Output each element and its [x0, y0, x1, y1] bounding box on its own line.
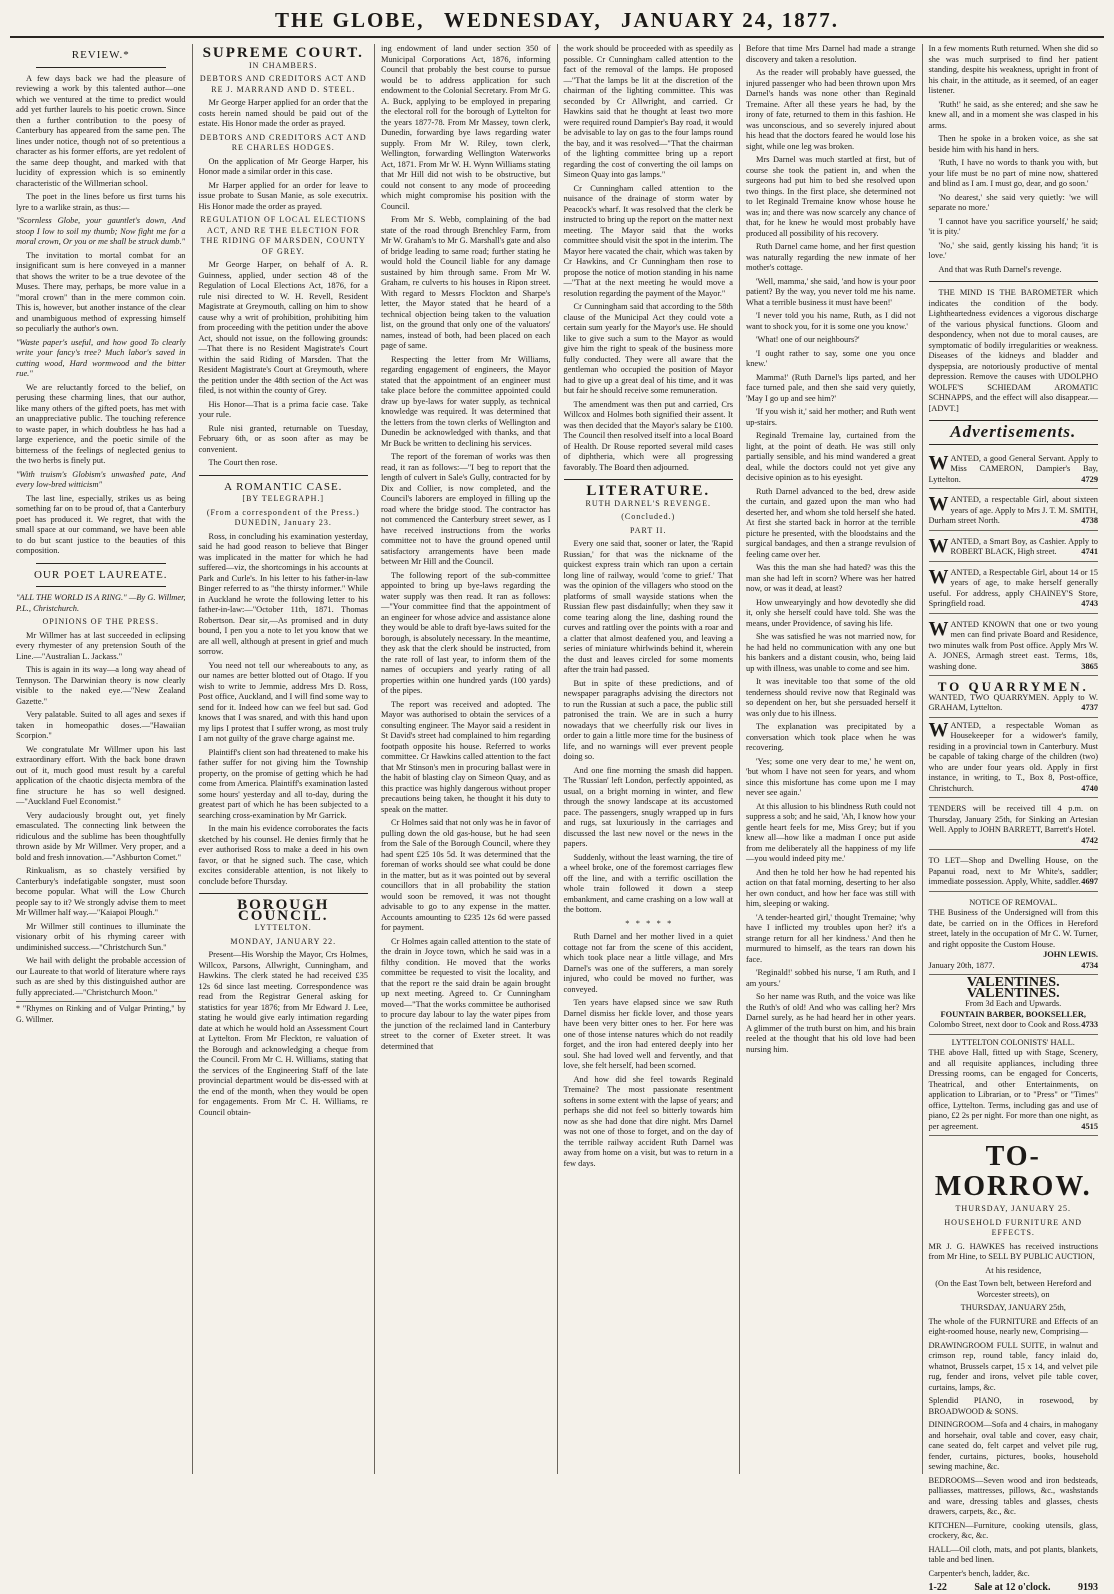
council-paragraph: Respecting the letter from Mr Williams, regarding engagement of engineers, the Mayor stated that the appointment of an engineer must take place before the committee appointed could draw up bye-laws for water supply, as technical knowledge was required. It was determined that the letters from the town clerks of Wellington and Dunedin be acknowledged with thanks, and that Mr Buck be written to declining his services.: [381, 354, 551, 448]
council-paragraph: From Mr S. Webb, complaining of the bad state of the road through Brenchley Farm, from Mr W. Graham's to Mr G. Marshall's gate and also of bridge leading to same road; further stating he would hold the Council liable for any damage sustained by him through same. From Mr W. Graham, re culverts to his houses in Ripon street. With regard to Messrs Flockton and Sharpe's letter, the Mayor stated that he heard of a technical objection being taken to the valuation list, on the ground that only one of the valuators' names, instead of both, had been placed on each page of same.: [381, 215, 551, 350]
story-paragraph: And one fine morning the smash did happen. The 'Russian' left London, perfectly appointed, as usual, on a bright morning in winter, and flew through the snowy landscape at its accustomed pace. The passengers, snugly wrapped up in furs and rugs, sat luxuriously in the carriages and discussed the last new novel or the news in the papers.: [563, 765, 733, 848]
review-paragraph: We are reluctantly forced to the belief, on perusing these charming lines, that our author, like many others of the gifted poets, has met with an unappreciative public. The touching reference to waste paper, in which doubtless he has had a large experience, and the poetic simile of the bitterness of the feelings of neglected genius to the two herbs is finely put.: [16, 382, 186, 465]
council-paragraph: Cr Cunningham said that according to the 58th clause of the Municipal Act they could vote a certain sum yearly for the Mayor's use. He should like to give such a sum to the Mayor as would give him the right to speak of the business more fully conducted. They were all aware that the gentleman who occupied the position of Mayor had to give up a great deal of his time, and it was but fair he should receive some remuneration.: [563, 302, 733, 395]
story-paragraph: 'If you wish it,' said her mother; and Ruth went up-stairs.: [746, 407, 916, 427]
review-paragraph: The invitation to mortal combat for an insignificant sum is here conveyed in a manner that shows the writer to be a true devotee of the Muses. There may, perhaps, be more value in a "moral crown" than in the mere common coin. This is, however, but another instance of the clear and unambiguous method of expressing himself so peculiarly the author's own.: [16, 250, 186, 333]
court-paragraph: His Honor—That is a prima facie case. Take your rule.: [198, 399, 368, 419]
story-paragraph: Ten years have elapsed since we saw Ruth Darnel dismiss her fickle lover, and those years have been very bitter ones to her. For here was one of those intense natures which do not readily forget, and the iron had entered deeply into her soul. She had loved well and fervently, and that love, she felt herself, had been scorned.: [563, 998, 733, 1070]
press-opinion: Very audaciously brought out, yet finely emasculated. The connecting link between the ridiculous and the sublime has been thoughtfully thrown aside by Mr Willmer. Very proper, and a bold and fresh innovation.—"Ashburton Comet.": [16, 810, 186, 862]
review-poem: "With truism's Globism's unwashed pate, And every low-bred witticism": [16, 469, 186, 489]
auction-footer: 1-22 Sale at 12 o'clock. 9193: [928, 1582, 1098, 1593]
story-paragraph: The explanation was precipitated by a conversation which took place when he was recovering.: [746, 722, 916, 752]
story-paragraph: 'Ruth, I have no words to thank you with, but your life must be no part of mine now, shattered and blind as I am. I must go, dear, and go soon.': [928, 158, 1098, 188]
classified-ad: TO QUARRYMEN. WANTED, TWO QUARRYMEN. Apply to W. GRAHAM, Lyttelton. 4737: [929, 679, 1099, 718]
press-opinion: Very palatable. Suited to all ages and sexes if taken in homeopathic doses.—"Hawaiian Scorpion.": [16, 710, 186, 740]
laureate-verse-title: "ALL THE WORLD IS A RING." —By G. Willmer, P.L., Christchurch.: [16, 593, 186, 613]
opinions-subheading: OPINIONS OF THE PRESS.: [42, 617, 160, 626]
removal-heading: NOTICE OF REMOVAL.: [969, 897, 1058, 907]
press-opinion: Rinkualism, as so chastely versified by Canterbury's indefatigable songster, must soon become popular. What will the Low Church people say to it? We strongly advise them to meet Mr Willmer half way.—"Kaiapoi Plough.": [16, 866, 186, 917]
story-paragraph: Reginald Tremaine lay, curtained from the light, at the point of death. He was still only partially sensible, and his mind wandered a great deal, while the doctors could not yet give any decisive opinion as to his eyesight.: [746, 431, 916, 482]
court-paragraph: On the application of Mr George Harper, his Honor made a similar order in this case.: [198, 156, 368, 176]
press-opinion: Mr Willmer still continues to illuminate the visionary orbit of his rhyming career with undiminished success.—"Christchurch Sun.": [16, 921, 186, 952]
lyttelton-subheading: LYTTELTON.: [254, 923, 312, 932]
correspondent-line: (From a correspondent of the Press.) DUNEDIN, January 23.: [206, 507, 360, 527]
council-paragraph: the work should be proceeded with as speedily as possible. Cr Cunningham called attention to the fact of the removal of the lamps. He proposed—"That the lamps be lit at the discretion of the chairman of the lighting committee. This was seconded by Cr Allwright, and carried. Cr Hawkins said that he thought at least two more were required round Dampier's Bay road, it would be advisable to lay on gas to the four lamps round the bay, and it was resolved—"That the chairman of the lighting committee bring up a report regarding the cost of converting the oil lamps on Simeon Quay into gas lamps.": [563, 44, 733, 179]
romantic-case-heading: A ROMANTIC CASE.: [224, 480, 343, 493]
court-paragraph: Mr Harper applied for an order for leave to issue probate to Susan Manie, as sole executrix. His Honor made the order as prayed.: [198, 180, 368, 211]
story-paragraph: 'Ruth!' he said, as she entered; and she saw he knew all, and in a moment she was clasped in his arms.: [928, 99, 1098, 130]
story-paragraph: 'I ought rather to say, some one you once knew.': [746, 348, 916, 368]
court-paragraph: Rule nisi granted, returnable on Tuesday, February 6th, or as soon after as may be convenient.: [198, 423, 368, 454]
schnapps-advert: THE MIND IS THE BAROMETER which indicates the condition of the body. Lightheartedness evidences a vigorous discharge of the various physical functions. Gloom and despondency, when not due to moral causes, are symptomatic of bodily irregularities or weakness. Diseases of the kidneys and bladder and dyspepsia, are notoriously productive of mental depression. Remove the causes with UDOLPHO WOLFE'S SCHIEDAM AROMATIC SCHNAPPS, and the effect will also disappear.—[ADVT.]: [928, 288, 1098, 413]
court-paragraph: Mr George Harper applied for an order that the costs herein named should be paid out of the estate. His Honor made the order as prayed.: [198, 98, 368, 128]
case-subheading: REGULATION OF LOCAL ELECTIONS ACT, AND RE THE ELECTION FOR THE RIDING OF MARSDEN, COUNTY OF GREY.: [200, 215, 367, 256]
column-3: [375, 44, 558, 1474]
story-paragraph: It was inevitable too that some of the old tenderness should revive now that Reginald was so dependent on her, but she persuaded herself it was only due to his illness.: [746, 677, 916, 718]
column-1: [10, 44, 193, 1474]
council-paragraph: The report of the foreman of works was then read, it ran as follows:—"I beg to report that the length of culvert in Sale's Gully, contracted for by Dix and Collier, is now completed, and the Council's laborers are employed in filling up the road where the bridge stood. The contractor has not commenced the Canterbury street sewer, as I have received instructions from the works committee not to have the ground opened until satisfactory arrangements have been made between Mr Hill and the Council.: [381, 452, 551, 566]
masthead-weekday: WEDNESDAY,: [443, 8, 602, 32]
story-paragraph: And that was Ruth Darnel's revenge.: [938, 264, 1062, 274]
classified-ad: WANTED, a good General Servant. Apply to Miss CAMERON, Dampier's Bay, Lyttelton. 4729: [929, 451, 1099, 490]
story-paragraph: But in spite of these predictions, and of newspaper paragraphs advising the directors not to run the Russian at such a pace, the public still patronised the train. We are in such a hurry nowadays that we cheerfully risk our lives in order to gain a little more time for the business of life, and no warnings will ever prevent people doing so.: [563, 678, 733, 761]
classified-ad: TO LET—Shop and Dwelling House, on the Papanui road, next to Mr White's, saddler; immediate possession. Apply, White, saddler. 4697: [929, 853, 1099, 892]
poet-laureate-heading: OUR POET LAUREATE.: [33, 568, 168, 581]
review-heading: REVIEW.*: [71, 49, 130, 61]
supreme-court-heading: SUPREME COURT.: [202, 45, 364, 61]
story-paragraph: 'Well, mamma,' she said, 'and how is your poor patient? By the way, you never told me his name. What a terrible business it must have been!': [746, 276, 916, 307]
story-paragraph: 'No,' she said, gently kissing his hand; 'it is love.': [928, 240, 1098, 260]
story-paragraph: 'I cannot have you sacrifice yourself,' he said; 'it is pity.': [928, 216, 1098, 236]
romantic-case-paragraph: Ross, in concluding his examination yesterday, said he had good reason to believe that Binger was implicated in the matter for which he had suffered—viz, the shortcomings in his accounts at Park and Curle's. In his letter to his father-in-law Binger referred to as "the thirsty informer." While in Auckland he wrote the following letter to his father-in-law:—"October 11th, 1871. Thomas Robertson. Dear sir,—As promised and in duty bound, I pen you a note to let you know that we are all well, although at present in grief and much sorrow.: [198, 531, 368, 656]
story-paragraph: Mrs Darnel was much startled at first, but of course she took the patient in, and when the surgeons had put him to bed she resolved upon two things. In the first place, she determined not to let Reginald Tremaine know whose house he was in; and there was now scarcely any chance of that, for he knew he would most probably have produced all possibility of his recovery.: [746, 155, 916, 238]
review-footnote: * "Rhymes on Rinking and of Vulgar Printing," by G. Willmer.: [16, 1001, 186, 1025]
story-paragraph: In a few moments Ruth returned. When she did so she was much surprised to find her patient standing, despite his weakness, upright in front of his chair, in the attitude, as it seemed, of an eager listener.: [928, 44, 1098, 95]
column-6: [923, 44, 1105, 1593]
column-4: [558, 44, 741, 1474]
literature-heading: LITERATURE.: [586, 483, 711, 499]
quarrymen-heading: TO QUARRYMEN.: [937, 679, 1089, 694]
story-paragraph: How unwearyingly and how devotedly she did it, only she herself could have told. She was the means, under Providence, of saving his life.: [746, 597, 916, 628]
council-paragraph: The amendment was then put and carried, Crs Willcox and Holmes both signified their assent. It was then decided that the Mayor's salary be £100. The Council then resolved itself into a local Board of Health. Dr Rouse reported several mild cases of diphtheria, which were all progressing favorably. The Board then adjourned.: [563, 399, 733, 472]
classified-ad: WANTED, a respectable Girl, about sixteen years of age. Apply to Mrs J. T. M. SMITH, Durham street North. 4738: [929, 492, 1099, 531]
review-poem: "Waste paper's useful, and how good To clearly write your fancy's tree? Much labor's saved in cutting wood, Hard wormwood and the bitter rue.": [16, 337, 186, 378]
story-paragraph: 'Reginald!' sobbed his nurse, 'I am Ruth, and I am yours.': [746, 968, 916, 988]
story-paragraph: Suddenly, without the least warning, the tire of a wheel broke, one of the foremost carriages flew off the line, and with a terrific oscillation the whole train followed it down a steep embankment, and came crashing on a low wall at the bottom.: [563, 852, 733, 914]
council-paragraph: Present—His Worship the Mayor, Crs Holmes, Willcox, Parsons, Allwright, Cunningham, and Hawkins. The clerk stated he had received £35 12s 6d since last meeting. Correspondence was read from the Registrar General asking for statistics for year 1876; from Mr Edward J. Lee, stating he would give early intimation regarding date at which he would hold an Assessment Court at Lyttelton. From Mr Fleckton, re valuation of the Borough and acknowledging a cheque from the Council. From Mr C. H. Williams, stating that the services of the Engineering Staff of the late provincial department would be dis-essed with at the end of the month, when they would be open for engagements. From Mr C. H. Williams, re Council obtain-: [198, 950, 368, 1117]
telegraph-subheading: [BY TELEGRAPH.]: [242, 494, 325, 503]
story-paragraph: Before that time Mrs Darnel had made a strange discovery and taken a resolution.: [746, 44, 916, 64]
classified-ad: WANTED, a Smart Boy, as Cashier. Apply to ROBERT BLACK, High street. 4741: [929, 534, 1099, 562]
story-paragraph: And then he told her how he had repented his action on that fatal morning, deserting to her also her own conduct, and how her face was still with him, sleeping or waking.: [746, 867, 916, 908]
story-paragraph: 'I never told you his name, Ruth, as I did not want to shock you, for it is some one you know.': [746, 311, 916, 331]
case-subheading: DEBTORS AND CREDITORS ACT AND RE J. MARRAND AND D. STEEL.: [199, 74, 367, 94]
column-5: [740, 44, 923, 1474]
auction-notice: TO-MORROW. THURSDAY, JANUARY 25. HOUSEHOLD FURNITURE AND EFFECTS. MR J. G. HAWKES has received instructions from Mr Hine, to SELL BY PUBLIC AUCTION, At his residence, (On the East Town belt, between Hereford and Worcester streets), on THURSDAY, JANUARY 25th, The whole of the FURNITURE and Effects of an eight-roomed house, nearly new, Comprising— DRAWINGROOM FULL SUITE, in walnut and crimson rep, round table, fancy inlaid do, whatnot, Brussels carpet, 15 x 14, and velvet pile rug, fender and irons, velvet pile table cover, curtains, lamps, &c. Splendid PIANO, in rosewood, by BROADWOOD & SONS. DININGROOM—Sofa and 4 chairs, in mahogany and horsehair, oval table and cover, easy chair, cane seated do, felt carpet and velvet pile rug, fender, curtains, pictures, books, household sewing machine, &c. BEDROOMS—Seven wood and iron bedsteads, palliasses, mattresses, pillows, &c., washstands and ware, dressing tables and glasses, chests drawers, carpets, &c., &c. KITCHEN—Furniture, cooking utensils, glass, crockery, &c, &c. HALL—Oil cloth, mats, and pot plants, blankets, table and bed linen. Carpenter's bench, ladder, &c. 1-22 Sale at 12 o'clock. 9193: [928, 1141, 1098, 1593]
valentines-ad: VALENTINES. VALENTINES. From 3d Each and Upwards. FOUNTAIN BARBER, BOOKSELLER, Colombo Street, next door to Cook and Ross. 4733: [929, 975, 1099, 1035]
press-opinion: We congratulate Mr Willmer upon his last extraordinary effort. With the back bone drawn out of it, much good must result by a careful application of the chaotic disjecta membra of the fine structure he has so well designed.—"Auckland Fuel Economist.": [16, 744, 186, 806]
press-opinion: Mr Willmer has at last succeeded in eclipsing every rhymester of any pretension South of the Line.—"Australian L. Jackass.": [16, 630, 186, 661]
classified-ad: WANTED KNOWN that one or two young men can find private Board and Residence, two minutes walk from Post office. Apply Mrs W. A. JONES, Armagh street east. Terms, 18s, washing done. 3865: [929, 617, 1099, 677]
classified-ad: WANTED, a respectable Woman as Housekeeper for a widower's family, residing in a provincial town in Canterbury. Must be capable of taking charge of the children (two) who are under four years old. Apply in first instance, in writing, to T., Box 8, Post-office, Christchurch. 4740: [929, 718, 1099, 799]
council-paragraph: ing endowment of land under section 350 of Municipal Corporations Act, 1876, informing Council that probably the best course to pursue would be to address application for such endowment to the Colonial Secretary. From Mr G. A. Buck, applying to be employed in preparing the electoral roll for the borough of Lyttelton for the years 1877-78. From Mr Massey, town clerk, Dunedin, forwarding bye laws regarding water supply. From Mr W. Riley, town clerk, Wellington, forwarding Wellington Waterworks Act, 1871. From Mr W. H. Wynn Williams stating that Mr Hill did not wish to be obstructive, but could not consent to any mode of proceeding which might compromise his position with the Council.: [381, 44, 551, 211]
story-paragraph: Ruth Darnel came home, and her first question was naturally regarding the new inmate of her mother's cottage.: [746, 242, 916, 272]
council-paragraph: The report was received and adopted. The Mayor was authorised to obtain the services of a consulting engineer. The Mayor said a resident in St David's street had complained to him regarding footpath opposite his house. Referred to works committee. Cr Hawkins called attention to the fact that Mr Stinson's men in procuring ballast were in the habit of blasting clay on Simeon Quay, and as this practice was highly dangerous without proper precautions being taken, he thought it his duty to speak on the matter.: [381, 699, 551, 814]
auction-title: TO-MORROW.: [934, 1141, 1092, 1202]
council-paragraph: Cr Holmes again called attention to the state of the drain in Joyce town, which he said was in a filthy condition. He moved that the works committee be requested to visit the locality, and that the report re the said drain be again brought up next meeting. Agreed to. Cr Cunningham moved—"That the works committee be authorised to procure day labour to lay the water pipes from the junction of the reclaimed land in Canterbury street to the corner of Exeter street. It was determined that: [381, 936, 551, 1051]
classified-ad: WANTED, a Respectable Girl, about 14 or 15 years of age, to make herself generally useful. For address, apply CHAINEY'S Store, Springfield road. 4743: [929, 565, 1099, 614]
story-paragraph: So her name was Ruth, and the voice was like the Ruth's of old! And who was calling her? Mrs Darnel surely, as he had heard her in other years. A glimmer of the truth burst on him, and his brain reeled at the thought that his old love had been nursing him.: [746, 992, 916, 1054]
story-paragraph: As the reader will probably have guessed, the injured passenger who had been thrown upon Mrs Darnel's hands was none other than Reginald Tremaine. After all these years he had, by the irony of fate, returned to them in this fashion. He was unconscious, and so severely injured about his head that the doctors feared he would lose his sight, while one leg was broken.: [746, 68, 916, 151]
masthead: [10, 6, 1104, 38]
romantic-case-paragraph: You need not tell our whereabouts to any, as our names are better blotted out of Otago. If you wish to write to Jemmie, address Mrs D. Ross, Post office, Auckland, and I will find some way to send for it. Indeed how can we feel but sad. God knows that I was snared, and with this hand upon my lips I protest that I suffer wrong, as most truly I am not guilty of the grave charge against me.: [198, 660, 368, 743]
review-poem: "Scornless Globe, your gauntlet's down, And stoop I low to soil my thumb; Now fight me for a moral crown, Or you or me shall be struck dumb.": [16, 216, 186, 246]
romantic-case-paragraph: In the main his evidence corroborates the facts sketched by his counsel. He denies firmly that he ever authorised Ross to make a deed in his own favor, or that he signed such. The case, which excites considerable attention, is not likely to conclude before Thursday.: [198, 824, 368, 886]
story-paragraph: Was this the man she had hated? was this the man she had left in scorn? Where was her hatred now, or was it dead, at least?: [746, 563, 916, 593]
story-paragraph: 'A tender-hearted girl,' thought Tremaine; 'why have I inflicted my troubles upon her? it's a strange return for all her kindness.' And then he murmured to himself, as the tears ran down his face.: [746, 912, 916, 964]
council-paragraph: The following report of the sub-committee appointed to bring up bye-laws regarding the water supply was then read. It ran as follows:—"Your committee find that the appointment of an engineer for whose advice and assistance alone they would be able to draft bye-laws suited for the borough, is absolutely necessary. In the meantime, they ask that the clerk should be instructed, from the rate roll of last year, to inform them of the names of occupiers and yearly rating of all properties within one hundred yards (100 yards) of the pipes.: [381, 570, 551, 695]
romantic-case-paragraph: Plaintiff's client son had threatened to make his father suffer for not giving him the Township property, on the promise of getting which he had come from America. Plaintiff's examination lasted some hours' yesterday and all to-day, during the greatest part of which he has been subjected to a searching cross-examination by Mr Garrick.: [198, 747, 368, 820]
review-paragraph: The poet in the lines before us first turns his lyre to a warlike strain, as thus:—: [16, 192, 186, 212]
story-paragraph: And how did she feel towards Reginald Tremaine? The most passionate resentment softens in some extent with the lapse of years; and perhaps she did not feel so bitterly towards him now as she had done that dire night. Mrs Darnel was not one of those to forget, and on the day of the terrible railway accident Ruth Darnel was away from home on a visit, but was to return in a few days.: [563, 1074, 733, 1168]
notice-of-removal: NOTICE OF REMOVAL. THE Business of the Undersigned will from this date, be carried on in the Offices in Hereford street, lately in the occupation of Mr C. W. Turner, and right opposite the Custom House. JOHN LEWIS. January 20th, 1877. 4734: [929, 895, 1099, 976]
council-paragraph: Cr Holmes said that not only was he in favor of pulling down the old gas-house, but he had seen from the Sale of the Borough Council, where they had spent £25 10s 5d. It was determined that the foreman of works should see what could be done in the matter, but as it was pointed out by several councillors that in all probability the station would soon be removed, it was not thought advisable to go to any expense in the matter. Accounts amounting to £235 12s 6d were passed for payment.: [381, 818, 551, 932]
press-opinion: We hail with delight the probable accession of our Laureate to that world of literature where rays such as are shed by this distinguished author are fully appreciated.—"Christchurch Moon.": [16, 956, 186, 997]
masthead-date: JANUARY 24, 1877.: [620, 8, 839, 32]
story-paragraph: 'What! one of our neighbours?': [756, 335, 860, 344]
column-2: [193, 44, 376, 1474]
meeting-date: MONDAY, JANUARY 22.: [230, 936, 337, 946]
story-paragraph: Ruth Darnel advanced to the bed, drew aside the curtain, and gazed upon the man who had deserted her, and whom she told herself she hated. At first she started back in horror at the terrible picture he presented, with the bloodstains and the surgical bandages, and then a strange revulsion of feeling came over her.: [746, 486, 916, 559]
story-paragraph: Then he spoke in a broken voice, as she sat beside him with his hand in hers.: [928, 134, 1098, 154]
colonists-hall-ad: LYTTELTON COLONISTS' HALL. THE above Hall, fitted up with Stage, Scenery, and all requisite appliances, including three Dressing rooms, can be engaged for Concerts, Theatrical, and other Entertainments, on application to Librarian, or to "Press" or "Times" office, Lyttelton. Terms, including gas and use of piano, £2 2s per night. For more than one night, as per agreement. 4515: [929, 1035, 1099, 1137]
story-title: RUTH DARNEL'S REVENGE.: [585, 498, 711, 508]
court-paragraph: Mr George Harper, on behalf of A. R. Guinness, applied, under section 48 of the Regulation of Local Elections Act, 1876, for a rule nisi directed to W. H. Revell, Resident Magistrate at Greymouth, calling on him to show cause why a writ of prohibition, prohibiting him from proceeding with the petition under the above Act, should not issue, on the following grounds:—That there is no Resident Magistrate's Court within the said Riding of Marsden. That the Resident Magistrate's Court at Greymouth, where the petition under the 48th section of the Act was filed, is not within the county of Grey.: [198, 260, 368, 395]
borough-council-heading: BOROUGH COUNCIL.: [237, 897, 330, 924]
review-paragraph: The last line, especially, strikes us as being something far on to be proud of, that a Canterbury poet has produced it. We regret, that with the small space at our command, we have been able to do but scant justice to the beauties of this composition.: [16, 493, 186, 555]
masthead-paper-name: THE GLOBE,: [275, 8, 425, 32]
story-paragraph: Ruth Darnel and her mother lived in a quiet cottage not far from the scene of this accident, which took place near a little village, and Mrs Darnel's was one of the sufferers, a man sorely injured, who could be moved no further, was conveyed.: [563, 932, 733, 994]
story-paragraph: Every one said that, sooner or later, the 'Rapid Russian,' for that was the nickname of the quickest express train which ran upon a certain long line of railway, would 'come to grief.' That was the opinion of the villagers who stood on the platforms of small wayside stations when the Russian flew past disdainfully; when they saw it come tearing along the line, dashing round the curves and rattling over the points with a roar and a clatter that almost deafened you, and leaving a series of miniature whirlwinds behind it, wherein the dust and leaves circled for some moments after the train had passed.: [563, 539, 733, 674]
section-break: * * * * *: [625, 918, 672, 928]
story-paragraph: She was satisfied he was not married now, for he had held no communication with any one but his bankers and a distant cousin, who, being laid up with illness, was unable to come and see him.: [746, 632, 916, 673]
story-part: PART II.: [630, 525, 667, 535]
council-paragraph: Cr Cunningham called attention to the nuisance of the drainage of storm water by Peacock's wharf. It was resolved that the clerk be instructed to bring up the report on the matter next meeting. The Mayor said that the works committee should visit the spot in the interim. The Mayor here vacated the chair, which was taken by Cr Hawkins, and Cr Cunningham then rose to propose the notice of motion standing in his name—"That at the next meeting he would move a resolution regarding the payment of the Mayor.": [563, 183, 733, 298]
classified-ad: TENDERS will be received till 4 p.m. on Thursday, January 25th, for Sinking an Artesian Well. Apply to JOHN BARRETT, Barrett's Hotel. 4742: [929, 801, 1099, 850]
story-paragraph: At this allusion to his blindness Ruth could not suppress a sob; and he said, 'Ah, I know how your gentle heart feels for me, Miss Grey; but if you knew all—how like a madman I once put aside from me deliberately all the happiness of my life—you would indeed pity me.': [746, 801, 916, 863]
advertisements-heading: Advertisements.: [950, 422, 1077, 441]
case-subheading: DEBTORS AND CREDITORS ACT AND RE CHARLES HODGES.: [199, 132, 367, 152]
story-concluded: (Concluded.): [621, 512, 676, 521]
review-paragraph: A few days back we had the pleasure of reviewing a work by this talented author—one which we ventured at the time to predict would add yet further laurels to his poetic crown. Since then a further contribution to the poesy of Canterbury has appeared from the same pen. The lines under notice, though not of so pretentious a character as his former efforts, are yet redolent of the same deep thought, and marked with that lucidity of expression which is so eminently characteristic of the Willmerian school.: [16, 73, 186, 188]
press-opinion: This is again in its way—a long way ahead of Tennyson. The Darwinian theory is now clearly visible to the naked eye.—"New Zealand Gazette.": [16, 665, 186, 706]
chambers-subheading: IN CHAMBERS.: [249, 60, 318, 70]
story-paragraph: 'Yes; some one very dear to me,' he went on, 'but whom I have not seen for years, and whom since this misfortune has come upon me I may never see again.': [746, 756, 916, 797]
court-paragraph: The Court then rose.: [208, 458, 278, 467]
story-paragraph: Mamma!' (Ruth Darnel's lips parted, and her face turned pale, and then she said very quietly, 'May I go up and see him?': [746, 372, 916, 403]
story-paragraph: 'No dearest,' she said very quietly: 'we will separate no more.': [928, 192, 1098, 212]
